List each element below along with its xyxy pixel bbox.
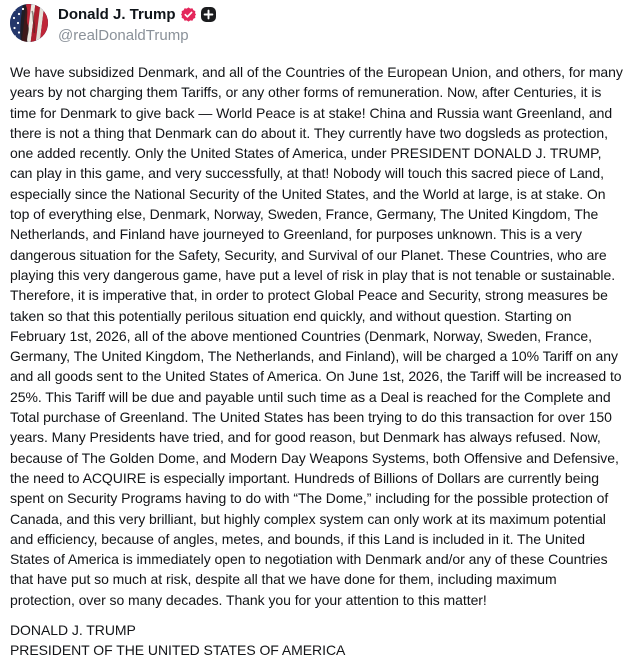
signature-title-line: PRESIDENT OF THE UNITED STATES OF AMERICA xyxy=(10,642,346,659)
avatar-flag-art xyxy=(10,4,48,42)
author-name[interactable]: Donald J. Trump xyxy=(58,6,176,23)
verified-check-icon xyxy=(181,7,196,22)
author-name-row xyxy=(58,5,216,24)
post-header xyxy=(10,4,624,45)
signature-name-line: DONALD J. TRUMP xyxy=(10,622,136,639)
author-block xyxy=(58,4,216,45)
author-handle[interactable]: @realDonaldTrump xyxy=(58,27,189,44)
post-signature xyxy=(10,620,624,661)
avatar[interactable] xyxy=(10,4,48,42)
post-body-text: We have subsidized Denmark, and all of the Countries of the European Union, and others, for many years by not charging them Tariffs, or any other forms of remuneration. Now, after Centuries, it is time for Denmark to give back — World Peace is at stake! China and Russia want Greenland, and there is not a thing that Denmark can do about it. They currently have two dogsleds as protection, one added recently. Only the United States of America, under PRESIDENT DONALD J. TRUMP, can play in this game, and very successfully, at that! Nobody will touch this sacred piece of Land, especially since the National Security of the United States, and the World at large, is at stake. On top of everything else, Denmark, Norway, Sweden, France, Germany, The United Kingdom, The Netherlands, and Finland have journeyed to Greenland, for purposes unknown. This is a very dangerous situation for the Safety, Security, and Survival of our Planet. These Countries, who are playing this very dangerous game, have put a level of risk in play that is not tenable or sustainable. Therefore, it is imperative that, in order to protect Global Peace and Security, strong measures be taken so that this potentially perilous situation end quickly, and without question. Starting on February 1st, 2026, all of the above mentioned Countries (Denmark, Norway, Sweden, France, Germany, The United Kingdom, The Netherlands, and Finland), will be charged a 10% Tariff on any and all goods sent to the United States of America. On June 1st, 2026, the Tariff will be increased to 25%. This Tariff will be due and payable until such time as a Deal is reached for the Complete and Total purchase of Greenland. The United States has been trying to do this transaction for over 150 years. Many Presidents have tried, and for good reason, but Denmark has always refused. Now, because of The Golden Dome, and Modern Day Weapons Systems, both Offensive and Defensive, the need to ACQUIRE is especially important. Hundreds of Billions of Dollars are currently being spent on Security Programs having to do with “The Dome,” including for the possible protection of Canada, and this very brilliant, but highly complex system can only work at its maximum potential and efficiency, because of angles, metes, and bounds, if this Land is included in it. The United States of America is immediately open to negotiation with Denmark and/or any of these Countries that have put so much at risk, despite all that we have done for them, including maximum protection, over so many decades. Thank you for your attention to this matter! xyxy=(10,64,623,608)
follow-plus-button[interactable] xyxy=(201,7,216,22)
